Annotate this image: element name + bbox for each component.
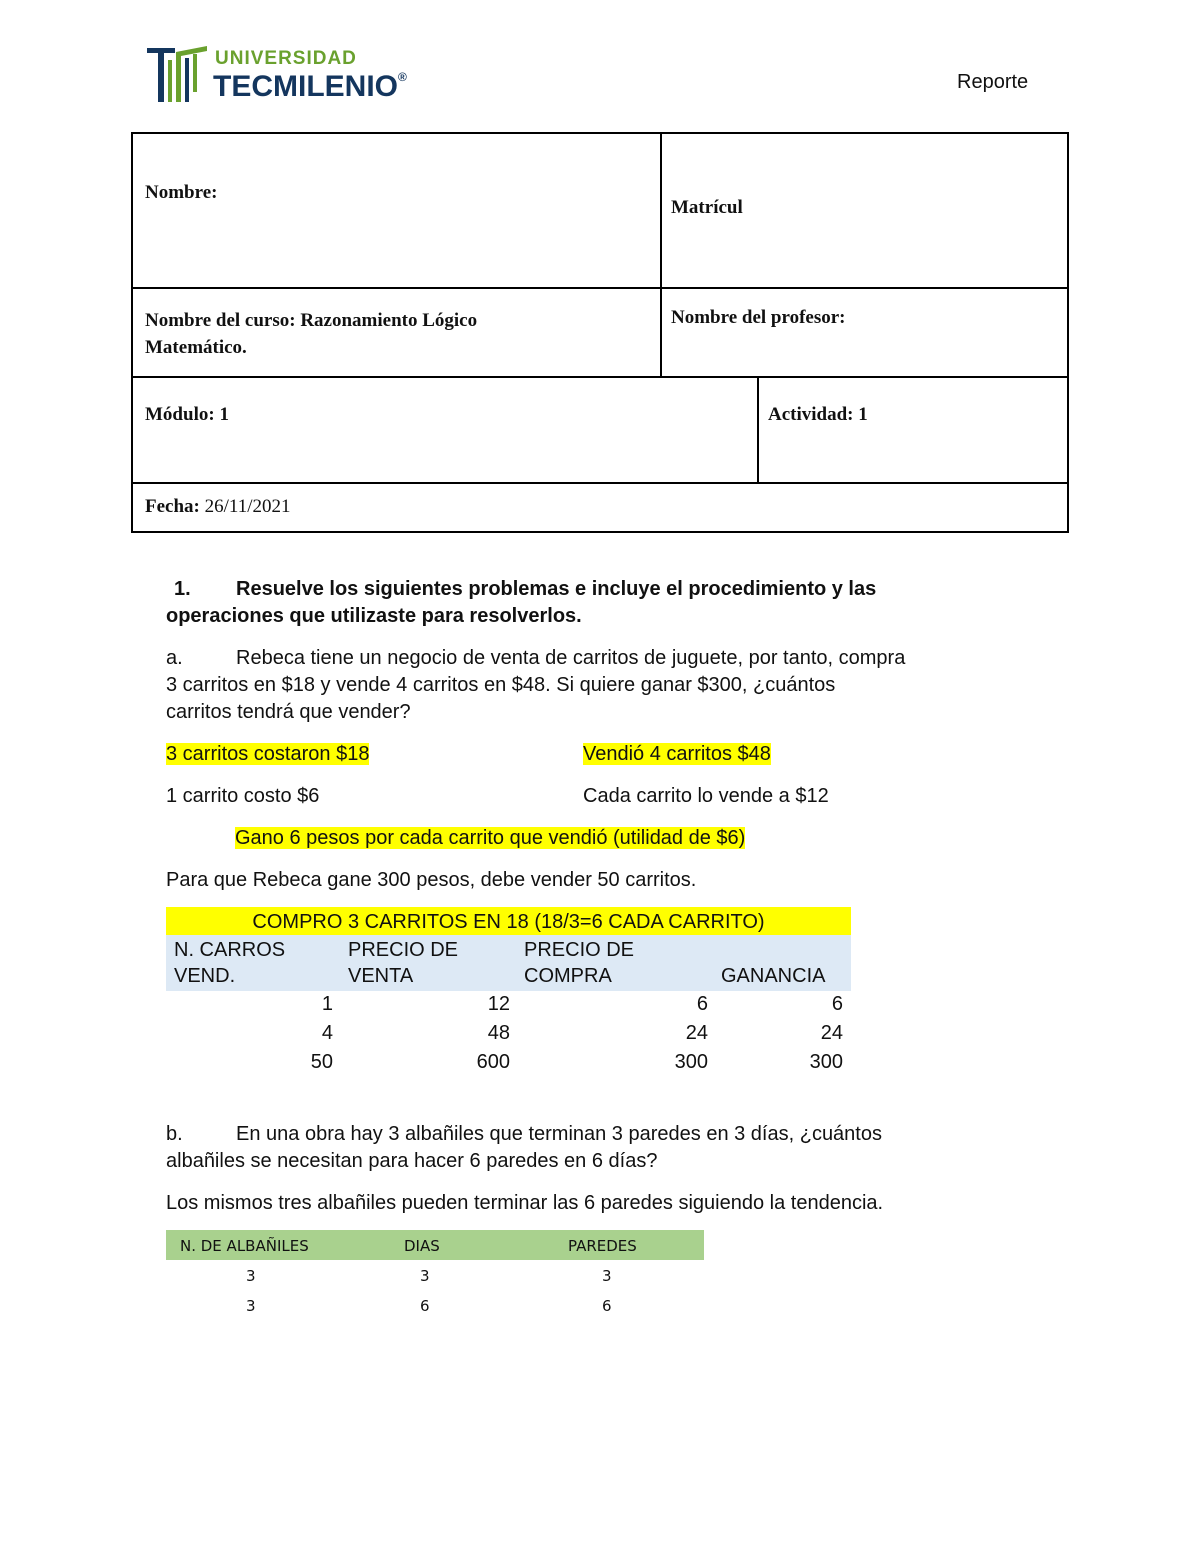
- table-row: [166, 1290, 704, 1320]
- question-1-text-line1: Resuelve los siguientes problemas e incluye el procedimiento y las: [236, 578, 877, 600]
- document-type-label: Reporte: [957, 71, 1029, 93]
- question-1-number: 1.: [174, 578, 191, 600]
- table-cell: 1: [321, 993, 333, 1015]
- tecmilenio-emblem-icon: [145, 44, 209, 106]
- problem-a-answer: Para que Rebeca gane 300 pesos, debe vender 50 carritos.: [166, 869, 697, 891]
- info-table-divider: [133, 482, 1067, 484]
- info-table-divider: [133, 287, 1067, 289]
- table-cell: 48: [487, 1022, 510, 1044]
- header-cell: VEND.: [174, 965, 236, 987]
- header-cell: GANANCIA: [721, 965, 826, 987]
- header-cell: COMPRA: [524, 965, 612, 987]
- problem-a-line1: Rebeca tiene un negocio de venta de carritos de juguete, por tanto, compra: [236, 647, 906, 669]
- table-cell: 12: [487, 993, 510, 1015]
- actividad-value: 1: [858, 404, 868, 425]
- problem-a-letter: a.: [166, 647, 183, 669]
- table-cell: 600: [476, 1051, 510, 1073]
- table-cell: 24: [685, 1022, 708, 1044]
- fecha-value: 26/11/2021: [204, 496, 291, 517]
- table-cell: 3: [246, 1267, 256, 1285]
- problem-a-line2: 3 carritos en $18 y vende 4 carritos en $48. Si quiere ganar $300, ¿cuántos: [166, 674, 836, 696]
- unit-cost-note: 1 carrito costo $6: [166, 785, 320, 807]
- curso-value-line2: Matemático.: [145, 337, 247, 358]
- table-cell: 50: [310, 1051, 333, 1073]
- student-info-table: [131, 132, 1069, 533]
- header-cell: VENTA: [348, 965, 414, 987]
- table-cell: 6: [420, 1297, 430, 1315]
- cost-note: 3 carritos costaron $18: [166, 743, 370, 765]
- header-cell: N. CARROS: [174, 939, 286, 961]
- problem-a-line3: carritos tendrá que vender?: [166, 701, 411, 723]
- table-cell: 6: [696, 993, 708, 1015]
- info-table-divider: [757, 377, 759, 483]
- nombre-label: Nombre:: [145, 182, 218, 203]
- workers-table-header: [166, 1230, 704, 1260]
- modulo-value: 1: [219, 404, 229, 425]
- sale-note: Vendió 4 carritos $48: [583, 743, 771, 765]
- profesor-label: Nombre del profesor:: [671, 307, 846, 328]
- logo-line-tecmilenio: TECMILENIO®: [213, 70, 407, 103]
- table-cell: 300: [674, 1051, 708, 1073]
- table-cell: 6: [602, 1297, 612, 1315]
- profit-note: Gano 6 pesos por cada carrito que vendió (utilidad de $6): [235, 827, 746, 849]
- info-table-divider: [660, 134, 662, 377]
- curso-value: Razonamiento Lógico: [300, 310, 478, 331]
- table-row: [166, 1020, 851, 1049]
- table-cell: 3: [602, 1267, 612, 1285]
- fecha-field: Fecha: 26/11/2021: [145, 496, 291, 517]
- problem-b-line2: albañiles se necesitan para hacer 6 paredes en 6 días?: [166, 1150, 658, 1172]
- header-cell: DIAS: [404, 1237, 440, 1255]
- actividad-field: Actividad: 1: [768, 404, 868, 425]
- workers-table: [166, 1230, 704, 1320]
- curso-field: Nombre del curso: Razonamiento Lógico Matemático.: [145, 310, 478, 358]
- table-cell: 4: [321, 1022, 333, 1044]
- header-cell: PAREDES: [568, 1237, 637, 1255]
- problem-b-answer: Los mismos tres albañiles pueden terminar las 6 paredes siguiendo la tendencia.: [166, 1192, 884, 1214]
- question-1-text-line2: operaciones que utilizaste para resolverlos.: [166, 605, 582, 627]
- profit-table-header: [166, 935, 851, 991]
- logo-line-universidad: UNIVERSIDAD: [215, 48, 357, 69]
- header-cell: PRECIO DE: [348, 939, 459, 961]
- table-cell: 6: [831, 993, 843, 1015]
- profit-table-title: COMPRO 3 CARRITOS EN 18 (18/3=6 CADA CARRITO): [166, 907, 851, 935]
- header-cell: PRECIO DE: [524, 939, 635, 961]
- table-row: [166, 1260, 704, 1290]
- table-cell: 3: [420, 1267, 430, 1285]
- unit-price-note: Cada carrito lo vende a $12: [583, 785, 829, 807]
- table-cell: 24: [820, 1022, 843, 1044]
- problem-b-letter: b.: [166, 1123, 183, 1145]
- header-cell: N. DE ALBAÑILES: [180, 1237, 309, 1255]
- university-logo: [145, 44, 435, 106]
- matricula-label: Matrícul: [671, 197, 743, 218]
- info-table-divider: [133, 376, 1067, 378]
- table-row: [166, 991, 851, 1020]
- table-cell: 300: [809, 1051, 843, 1073]
- modulo-field: Módulo: 1: [145, 404, 229, 425]
- table-cell: 3: [246, 1297, 256, 1315]
- problem-b-line1: En una obra hay 3 albañiles que terminan 3 paredes en 3 días, ¿cuántos: [236, 1123, 882, 1145]
- table-row: [166, 1049, 851, 1078]
- profit-table: [166, 907, 851, 1078]
